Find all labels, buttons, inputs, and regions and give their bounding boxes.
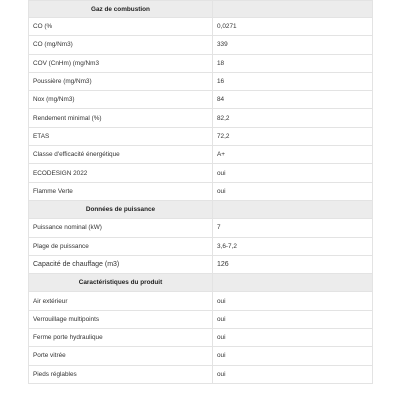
table-row	[29, 109, 373, 127]
row-label: Pieds réglables	[29, 365, 213, 383]
row-value: 0,0271	[213, 18, 373, 36]
row-label: Ferme porte hydraulique	[29, 329, 213, 347]
row-value: oui	[213, 365, 373, 383]
table-row	[29, 91, 373, 109]
row-label: CO (%	[29, 18, 213, 36]
row-label: Poussière (mg/Nm3)	[29, 72, 213, 90]
section-header-spacer	[213, 200, 373, 218]
row-label: Classe d'efficacité énergétique	[29, 146, 213, 164]
table-row	[29, 365, 373, 383]
row-label: Nox (mg/Nm3)	[29, 91, 213, 109]
row-value: oui	[213, 347, 373, 365]
table-row	[29, 255, 373, 273]
row-label: CO (mg/Nm3)	[29, 36, 213, 54]
section-title: Gaz de combustion	[29, 1, 213, 18]
row-value: A+	[213, 146, 373, 164]
row-value: 72,2	[213, 127, 373, 145]
section-title: Caractéristiques du produit	[29, 274, 213, 292]
table-row	[29, 127, 373, 145]
row-label: Air extérieur	[29, 292, 213, 310]
table-row	[29, 18, 373, 36]
section-header-combustion	[29, 1, 373, 18]
section-header-spacer	[213, 274, 373, 292]
row-value: oui	[213, 182, 373, 200]
table-row	[29, 310, 373, 328]
section-header-features	[29, 274, 373, 292]
table-row	[29, 146, 373, 164]
table-row	[29, 347, 373, 365]
row-value: 16	[213, 72, 373, 90]
row-label: COV (CnHm) (mg/Nm3	[29, 54, 213, 72]
table-row	[29, 329, 373, 347]
row-value: 7	[213, 219, 373, 237]
row-value: oui	[213, 164, 373, 182]
table-row	[29, 36, 373, 54]
table-row	[29, 182, 373, 200]
table-row	[29, 72, 373, 90]
row-value: 126	[213, 255, 373, 273]
row-value: 339	[213, 36, 373, 54]
row-label: Flamme Verte	[29, 182, 213, 200]
section-title: Données de puissance	[29, 200, 213, 218]
section-header-spacer	[213, 1, 373, 18]
section-header-power	[29, 200, 373, 218]
row-label: Puissance nominal (kW)	[29, 219, 213, 237]
row-label: Plage de puissance	[29, 237, 213, 255]
row-value: 84	[213, 91, 373, 109]
spec-table	[28, 0, 373, 384]
row-value: 3,6-7,2	[213, 237, 373, 255]
table-row	[29, 54, 373, 72]
row-label: Porte vitrée	[29, 347, 213, 365]
row-label: ECODESIGN 2022	[29, 164, 213, 182]
row-value: 82,2	[213, 109, 373, 127]
row-label: Rendement minimal (%)	[29, 109, 213, 127]
row-label: Verrouillage multipoints	[29, 310, 213, 328]
row-value: oui	[213, 310, 373, 328]
row-label: Capacité de chauffage (m3)	[29, 255, 213, 273]
row-value: oui	[213, 329, 373, 347]
table-row	[29, 219, 373, 237]
row-label: ETAS	[29, 127, 213, 145]
table-row	[29, 292, 373, 310]
table-row	[29, 237, 373, 255]
row-value: oui	[213, 292, 373, 310]
row-value: 18	[213, 54, 373, 72]
table-row	[29, 164, 373, 182]
